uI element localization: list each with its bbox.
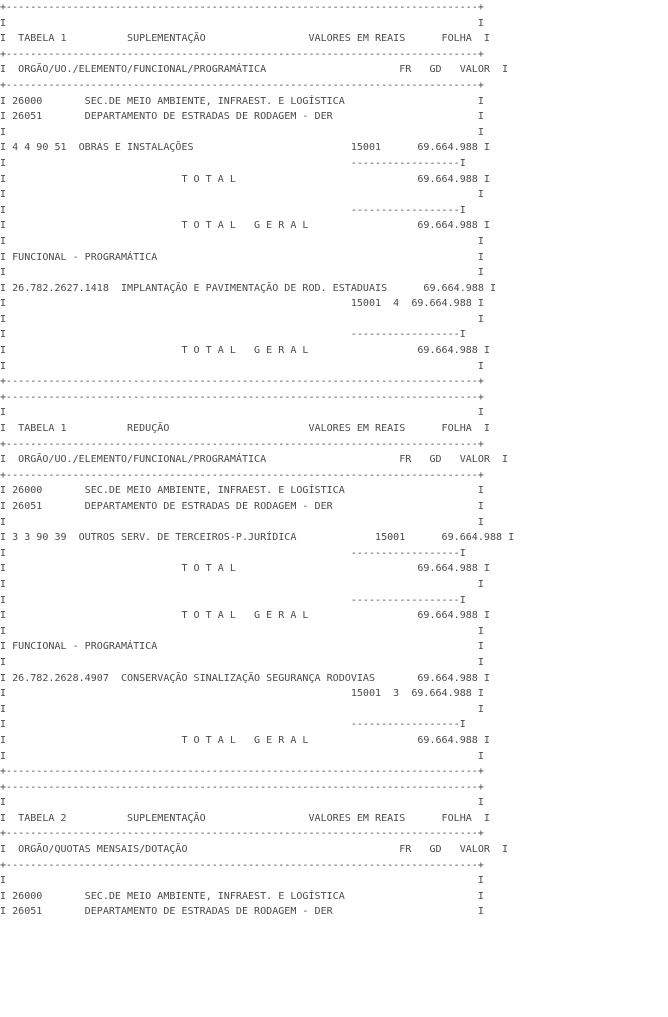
report-line: I T O T A L 69.664.988 I <box>0 173 490 185</box>
report-line: I I <box>0 656 484 668</box>
report-line: I 26.782.2628.4907 CONSERVAÇÃO SINALIZAÇÃO SEGURANÇA RODOVIAS 69.664.988 I <box>0 672 490 684</box>
report-line: I ORGÃO/QUOTAS MENSAIS/DOTAÇÃO FR GD VALOR I <box>0 844 509 856</box>
report-line: I T O T A L G E R A L 69.664.988 I <box>0 610 490 622</box>
report-line: I I <box>0 267 484 279</box>
report-line: I ORGÃO/UO./ELEMENTO/FUNCIONAL/PROGRAMÁTICA FR GD VALOR I <box>0 64 509 76</box>
report-line: I ------------------I <box>0 157 466 169</box>
report-line: +------------------------------------------------------------------------------+ <box>0 376 484 388</box>
report-line: I I <box>0 189 484 201</box>
report-line: I I <box>0 235 484 247</box>
report-line: +------------------------------------------------------------------------------+ <box>0 438 484 450</box>
report-line: +------------------------------------------------------------------------------+ <box>0 79 484 91</box>
report-line: I I <box>0 17 484 29</box>
report-line: I 4 4 90 51 OBRAS E INSTALAÇÕES 15001 69.664.988 I <box>0 142 490 154</box>
report-line: I 26000 SEC.DE MEIO AMBIENTE, INFRAEST. E LOGÍSTICA I <box>0 485 484 497</box>
report-line: I 26051 DEPARTAMENTO DE ESTRADAS DE RODAGEM - DER I <box>0 111 484 123</box>
report-line: I I <box>0 750 484 762</box>
report-line: I ------------------I <box>0 719 466 731</box>
report-line: I I <box>0 703 484 715</box>
report-line: I 26051 DEPARTAMENTO DE ESTRADAS DE RODAGEM - DER I <box>0 906 484 918</box>
report-line: I 26051 DEPARTAMENTO DE ESTRADAS DE RODAGEM - DER I <box>0 501 484 512</box>
report-line: I ------------------I <box>0 204 466 216</box>
report-line: I 15001 4 69.664.988 I <box>0 298 484 310</box>
report-line: I T O T A L 69.664.988 I <box>0 563 490 575</box>
report-line: I ------------------I <box>0 594 466 606</box>
report-line: +------------------------------------------------------------------------------+ <box>0 48 484 60</box>
report-line: I 26000 SEC.DE MEIO AMBIENTE, INFRAEST. E LOGÍSTICA I <box>0 890 484 902</box>
report-line: I FUNCIONAL - PROGRAMÁTICA I <box>0 641 484 653</box>
report-line: I FUNCIONAL - PROGRAMÁTICA I <box>0 251 484 263</box>
report-line: I T O T A L G E R A L 69.664.988 I <box>0 345 490 357</box>
report-line: I TABELA 1 SUPLEMENTAÇÃO VALORES EM REAIS FOLHA I <box>0 33 490 45</box>
report-line: I ------------------I <box>0 329 466 341</box>
report-line: I I <box>0 516 484 528</box>
report-line: +------------------------------------------------------------------------------+ <box>0 859 484 871</box>
report-line: I T O T A L G E R A L 69.664.988 I <box>0 734 490 746</box>
report-line: I 15001 3 69.664.988 I <box>0 688 484 700</box>
report-line: I TABELA 2 SUPLEMENTAÇÃO VALORES EM REAIS FOLHA I <box>0 812 490 824</box>
report-line: I 26000 SEC.DE MEIO AMBIENTE, INFRAEST. E LOGÍSTICA I <box>0 95 484 107</box>
report-line: +------------------------------------------------------------------------------+ <box>0 781 484 793</box>
report-line: I ------------------I <box>0 547 466 559</box>
report-line: I I <box>0 360 484 372</box>
report-line: +------------------------------------------------------------------------------+ <box>0 469 484 481</box>
report-line: I ORGÃO/UO./ELEMENTO/FUNCIONAL/PROGRAMÁTICA FR GD VALOR I <box>0 454 509 466</box>
report-line: I I <box>0 313 484 325</box>
report-line: I T O T A L G E R A L 69.664.988 I <box>0 220 490 232</box>
report-line: I I <box>0 797 484 809</box>
report-line: +------------------------------------------------------------------------------+ <box>0 828 484 840</box>
report-line: I TABELA 1 REDUÇÃO VALORES EM REAIS FOLHA I <box>0 423 490 435</box>
report-line: I I <box>0 126 484 138</box>
report-line: +------------------------------------------------------------------------------+ <box>0 2 484 13</box>
report-line: I 26.782.2627.1418 IMPLANTAÇÃO E PAVIMENTAÇÃO DE ROD. ESTADUAIS 69.664.988 I <box>0 282 496 294</box>
report-line: I I <box>0 875 484 887</box>
report-line: I 3 3 90 39 OUTROS SERV. DE TERCEIROS-P.JURÍDICA 15001 69.664.988 I <box>0 532 515 544</box>
report-line: +------------------------------------------------------------------------------+ <box>0 766 484 778</box>
report-line: I I <box>0 625 484 637</box>
report-line: I I <box>0 407 484 419</box>
report-line: I I <box>0 578 484 590</box>
report-line: +------------------------------------------------------------------------------+ <box>0 391 484 403</box>
